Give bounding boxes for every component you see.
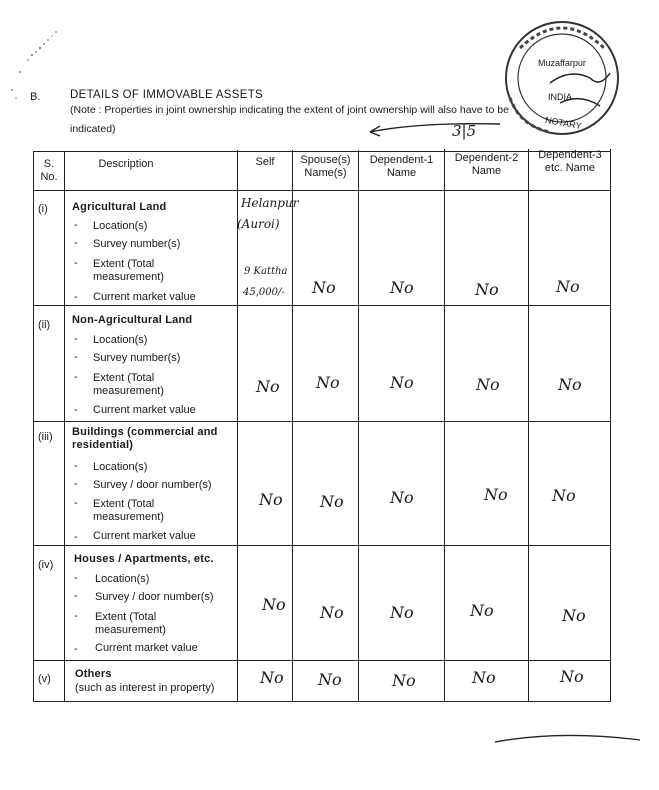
list-item: Extent (Total measurement) [93, 498, 164, 523]
header-spouse: Spouse(s) Name(s) [300, 154, 351, 179]
row-number: (v) [38, 673, 51, 685]
self-location-note: Helanpur [241, 196, 299, 210]
list-item: Extent (Total measurement) [95, 611, 166, 636]
value-self: No [262, 595, 286, 614]
value-dependent-2: No [470, 601, 494, 620]
value-dependent-3: No [552, 486, 576, 505]
value-dependent-1: No [390, 603, 414, 622]
handwritten-arrow [360, 118, 510, 148]
stamp-text-3: INDIA [548, 92, 573, 102]
self-location-note-2: (Auroi) [237, 217, 280, 231]
row-number: (i) [38, 203, 48, 215]
row-subtitle: (such as interest in property) [75, 682, 215, 694]
list-item: Survey / door number(s) [93, 479, 212, 491]
section-note-line2: indicated) [70, 123, 116, 135]
header-dependent-2: Dependent-2 Name [454, 152, 519, 177]
row-title: Buildings (commercial and residential) [72, 426, 218, 451]
value-dependent-3: No [556, 277, 580, 296]
notary-stamp [490, 8, 630, 138]
list-item: Current market value [93, 404, 196, 416]
list-item: Survey / door number(s) [95, 591, 214, 603]
stamp-text-1: Muzaffarpur [538, 58, 586, 68]
row-number: (iii) [38, 431, 53, 443]
row-number: (ii) [38, 319, 51, 331]
row-title: Agricultural Land [72, 201, 167, 213]
row-number: (iv) [38, 559, 54, 571]
row-title: Non-Agricultural Land [72, 314, 193, 326]
value-dependent-1: No [390, 373, 414, 392]
header-sno: S. No. [40, 158, 58, 183]
value-dependent-1: No [390, 278, 414, 297]
value-dependent-3: No [562, 606, 586, 625]
value-dependent-3: No [560, 667, 584, 686]
list-item: Current market value [93, 530, 196, 542]
header-dependent-1: Dependent-1 Name [369, 154, 434, 179]
value-dependent-3: No [558, 375, 582, 394]
self-value-note: 45,000/- [243, 287, 285, 298]
value-spouse: No [320, 492, 344, 511]
list-item: Survey number(s) [93, 238, 181, 250]
value-spouse: No [312, 278, 336, 297]
list-item: Survey number(s) [93, 352, 181, 364]
value-dependent-1: No [390, 488, 414, 507]
section-title: DETAILS OF IMMOVABLE ASSETS [70, 89, 263, 101]
header-description: Description [98, 158, 154, 170]
handwritten-number: 3|5 [452, 122, 477, 140]
list-item: Location(s) [93, 334, 148, 346]
value-dependent-2: No [472, 668, 496, 687]
value-spouse: No [318, 670, 342, 689]
stamp-text-2: NOTARY [544, 114, 583, 132]
value-dependent-2: No [476, 375, 500, 394]
value-self: No [256, 377, 280, 396]
value-dependent-2: No [484, 485, 508, 504]
list-item: Current market value [95, 642, 198, 654]
row-title: Houses / Apartments, etc. [74, 553, 214, 565]
value-spouse: No [316, 373, 340, 392]
list-item: Location(s) [93, 461, 148, 473]
list-item: Location(s) [93, 220, 148, 232]
section-note-line1: (Note : Properties in joint ownership indicating the extent of joint ownership will also have to be [70, 104, 509, 116]
value-dependent-1: No [392, 671, 416, 690]
list-item: Location(s) [95, 573, 150, 585]
section-letter: B. [30, 91, 41, 103]
value-self: No [260, 668, 284, 687]
value-dependent-2: No [475, 280, 499, 299]
header-dependent-3: Dependent-3 etc. Name [538, 149, 602, 174]
row-title: Others [75, 668, 112, 680]
list-item: Extent (Total measurement) [93, 372, 164, 397]
list-item: Current market value [93, 291, 196, 303]
self-extent-note: 9 Kattha [244, 266, 288, 277]
header-self: Self [255, 156, 275, 168]
signature-stroke [490, 730, 650, 750]
list-item: Extent (Total measurement) [93, 258, 164, 283]
value-spouse: No [320, 603, 344, 622]
value-self: No [259, 490, 283, 509]
